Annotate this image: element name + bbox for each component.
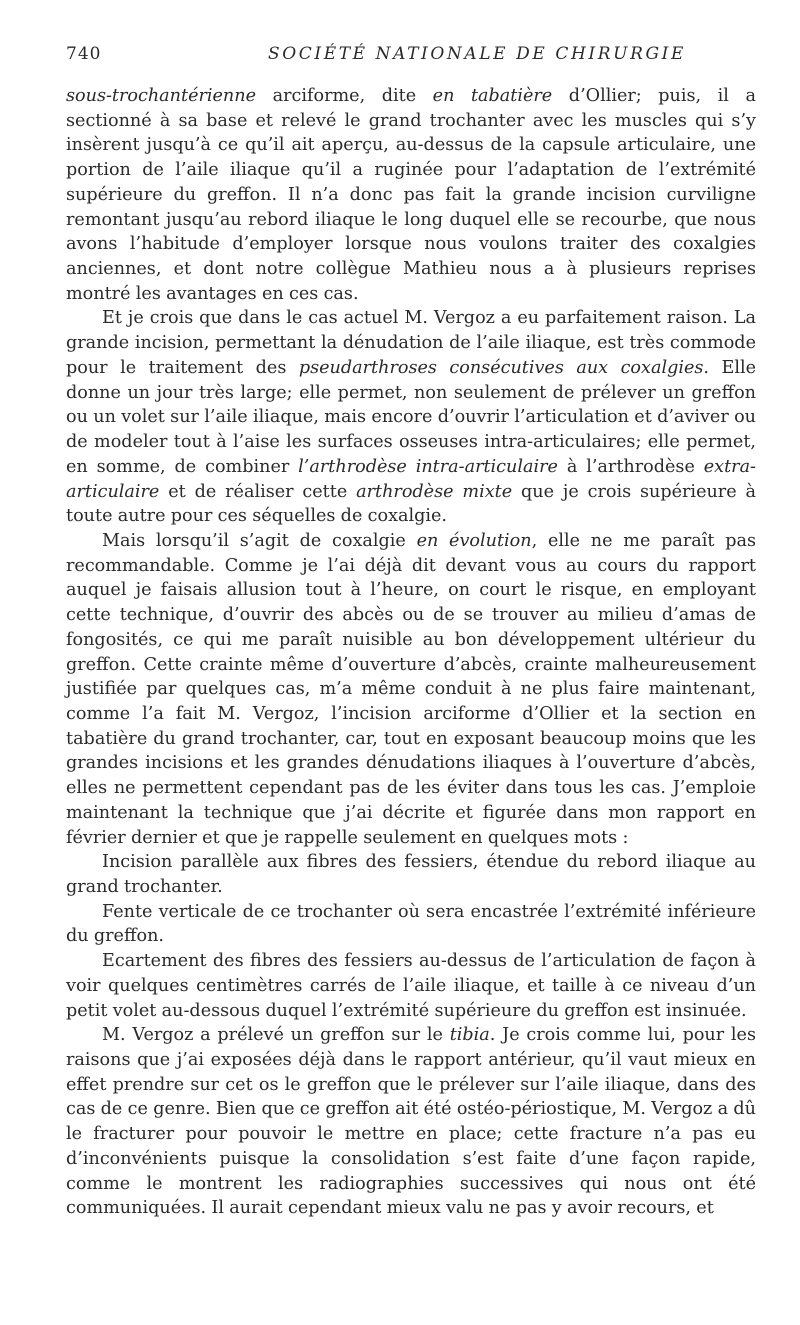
italic-text: arthrodèse mixte (356, 481, 513, 502)
italic-text: sous-trochantérienne (66, 86, 257, 106)
running-title: SOCIÉTÉ NATIONALE DE CHIRURGIE (268, 44, 686, 64)
text-run: , elle ne me paraît pas recommandable. Comme je l’ai déjà dit devant vous au cours du rapport auquel je faisais allusion tout à l’heure, on court le risque, en employant cette technique, d’ouvrir des abcès ou de se trouver au milieu d’amas de fongosités, ce qui me paraît nuisible au bon développement ultérieur du greffon. Cette crainte même d’ouverture d’abcès, crainte malheureusement justifiée par quelques cas, m’a même conduit à ne plus faire maintenant, comme l’a fait M. Vergoz, l’incision arciforme d’Ollier et la section en tabatière du grand trochanter, car, tout en exposant beaucoup moins que les grandes incisions et les grandes dénudations iliaques à l’ouverture d’abcès, elles ne permettent cependant pas de les éviter dans tous les cas. J’emploie maintenant la technique que j’ai décrite et figurée dans mon rapport en février dernier et que je rappelle seulement en quelques mots : (66, 530, 756, 848)
text-run: Et je crois que dans le cas actuel M. Vergoz a eu parfaitement raison. La grande incision, permettant la dénudation de l’aile iliaque, est très commode pour le traitement des (66, 308, 756, 378)
text-run: Elle donne un jour très large; elle permet, non seulement de prélever un greffon ou un volet sur l’aile iliaque, mais encore d’ouvrir l’articulation et d’aviver ou de modeler tout à l’aise les surfaces osseuses intra-articulaires; elle permet, en somme, de combiner (66, 357, 756, 477)
italic-text: en tabatière (432, 86, 553, 106)
body-text (66, 84, 756, 1221)
text-run: Fente verticale de ce trochanter où sera encastrée l’extrémité inférieure du greffon. (66, 901, 756, 947)
paragraph (66, 306, 756, 528)
text-run: Incision parallèle aux fibres des fessiers, étendue du rebord iliaque au grand trochanter. (66, 852, 756, 897)
text-run: que je crois supérieure à toute autre pour ces séquelles de coxalgie. (66, 481, 756, 527)
paragraph (66, 1023, 756, 1221)
text-run: et de réaliser cette (159, 481, 357, 502)
text-run: M. Vergoz a prélevé un greffon sur le (102, 1025, 450, 1046)
text-run: arciforme, dite (256, 86, 433, 106)
text-run: Mais lorsqu’il s’agit de coxalgie (102, 530, 417, 551)
running-header (66, 44, 756, 70)
text-run: Ecartement des fibres des fessiers au-dessus de l’articulation de façon à voir quelques centimètres carrés de l’aile iliaque, et taille à ce niveau d’un petit volet au-dessous duquel l’extrémité supérieure du greffon est insinuée. (66, 951, 756, 1021)
text-run: d’Ollier; puis, il a sectionné à sa base et relevé le grand trochanter avec les muscles qui s’y insèrent jusqu’à ce qu’il ait aperçu, au-dessus de la capsule articulaire, une portion de l’aile iliaque qu’il a ruginée pour l’adaptation de l’extrémité supérieure du greffon. Il n’a donc pas fait la grande incision curviligne remontant jusqu’au rebord iliaque le long duquel elle se recourbe, que nous avons l’habitude d’employer lorsque nous voulons traiter des coxalgies anciennes, et dont notre collègue Mathieu nous a à plusieurs reprises montré les avantages en ces cas. (66, 86, 756, 304)
paragraph (66, 529, 756, 850)
italic-text: l’arthrodèse intra-articulaire (298, 456, 558, 477)
italic-text: extra-articulaire (66, 456, 756, 502)
italic-text: en évolution (416, 530, 532, 551)
italic-text: tibia (449, 1025, 490, 1046)
text-run: . Je crois comme lui, pour les raisons que j’ai exposées déjà dans le rapport antérieur, qu’il vaut mieux en effet prendre sur cet os le greffon que le prélever sur l’aile iliaque, dans des cas de ce genre. Bien que ce greffon ait été ostéo-périostique, M. Vergoz a dû le fracturer pour pouvoir le mettre en place; cette fracture n’a pas eu d’inconvénients puisque la consolidation s’est faite d’une façon rapide, comme le montrent les radiographies successives qui nous ont été communiquées. Il aurait cependant mieux valu ne pas y avoir recours, et (66, 1025, 756, 1219)
paragraph (66, 949, 756, 1023)
italic-text: pseudarthroses consécutives aux coxalgies. (298, 357, 709, 378)
text-run: à l’arthrodèse (557, 456, 704, 477)
page-number: 740 (66, 44, 102, 64)
paragraph (66, 84, 756, 306)
paragraph (66, 900, 756, 949)
paragraph (66, 850, 756, 899)
